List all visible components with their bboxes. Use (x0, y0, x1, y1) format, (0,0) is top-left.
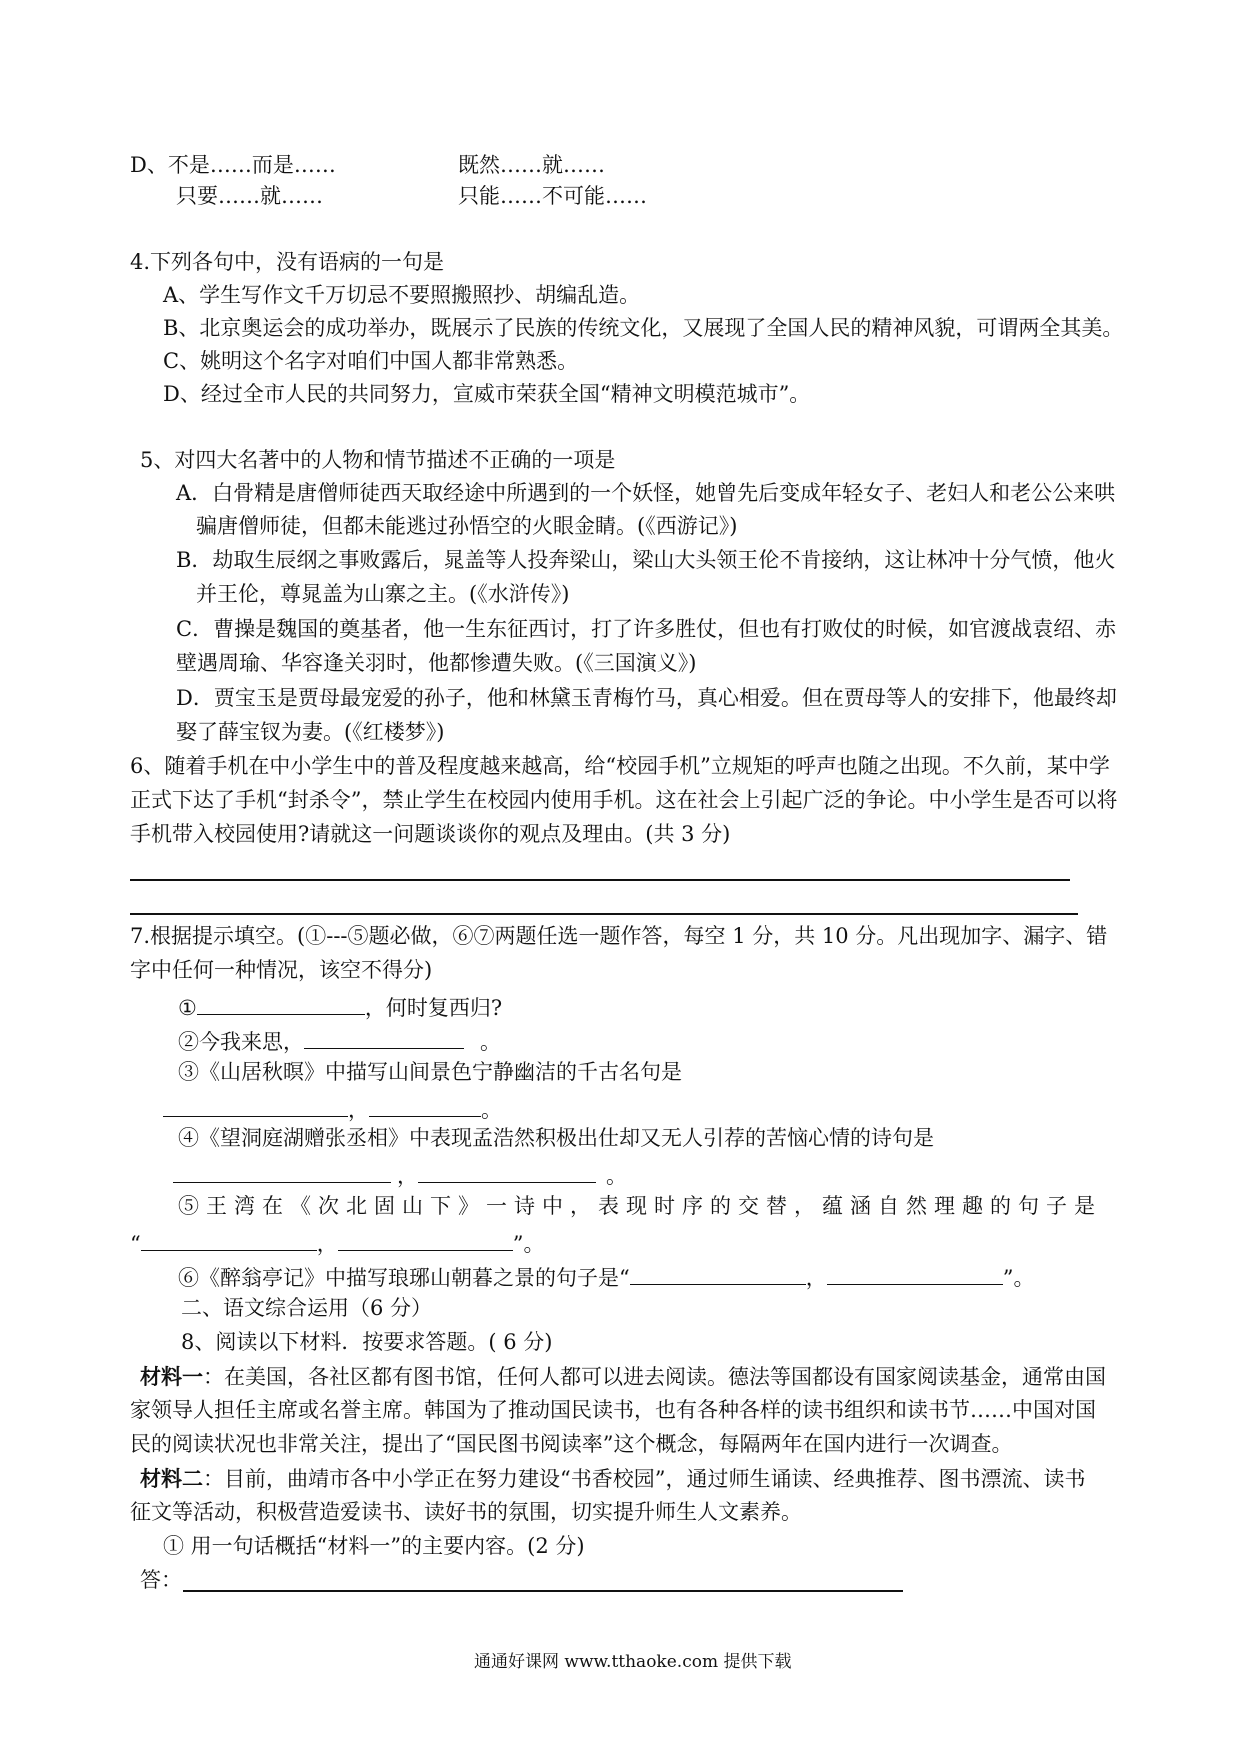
q7-item-1 (178, 994, 502, 1019)
material-1-line-2: 家领导人担任主席或名誉主席。韩国为了推动国民读书，也有各种各样的读书组织和读书节……中国对国 (130, 1398, 1096, 1422)
q6-line-1: 6、随着手机在中小学生中的普及程度越来越高，给“校园手机”立规矩的呼声也随之出现。不久前，某中学 (130, 754, 1110, 778)
q5-option-a: A．白骨精是唐僧师徒西天取经途中所遇到的一个妖怪，她曾先后变成年轻女子、老妇人和老公公来哄 (176, 481, 1116, 505)
q3-option-d-right: 既然……就…… (458, 153, 605, 177)
q7-item-5-blank-2[interactable] (338, 1230, 513, 1251)
q7-item-6-text: ⑥《醉翁亭记》中描写琅琊山朝暮之景的句子是“ (178, 1266, 630, 1290)
q8-stem: 8、阅读以下材料．按要求答题。( 6 分) (181, 1330, 553, 1354)
q7-item-3-comma: ， (348, 1098, 369, 1122)
q5-option-d-cont: 娶了薛宝钗为妻。(《红楼梦》) (176, 720, 445, 744)
q7-item-4-comma: ， (397, 1164, 418, 1188)
q7-item-5-blanks (130, 1230, 545, 1255)
material-2-text: ：目前，曲靖市各中小学正在努力建设“书香校园”，通过师生诵读、经典推荐、图书漂流、读书 (203, 1467, 1086, 1491)
q5-stem: 5、对四大名著中的人物和情节描述不正确的一项是 (140, 448, 616, 472)
q8-sub-1: ① 用一句话概括“材料一”的主要内容。(2 分) (163, 1534, 585, 1558)
q5-option-a-cont: 骗唐僧师徒，但都未能逃过孙悟空的火眼金睛。(《西游记》) (196, 514, 738, 538)
q7-item-2-blank[interactable] (304, 1028, 464, 1049)
material-2-label: 材料二 (140, 1466, 203, 1491)
q5-option-c-cont: 壁遇周瑜、华容逢关羽时，他都惨遭失败。(《三国演义》) (176, 651, 697, 675)
q4-option-c: C、姚明这个名字对咱们中国人都非常熟悉。 (163, 349, 579, 373)
q7-item-4: ④《望洞庭湖赠张丞相》中表现孟浩然积极出仕却又无人引荐的苦恼心情的诗句是 (178, 1126, 934, 1150)
q3-option-d-right-2: 只能……不可能…… (458, 184, 647, 208)
q6-answer-line-2[interactable] (130, 913, 1078, 915)
q7-item-3-blank-1[interactable] (163, 1096, 348, 1117)
material-2-line-1 (140, 1468, 1085, 1490)
q7-item-3-blanks (163, 1096, 502, 1121)
q7-item-4-blanks (173, 1162, 627, 1187)
q7-item-6-comma: ， (805, 1266, 827, 1290)
q7-item-5-blank-1[interactable] (141, 1230, 317, 1251)
q5-option-b: B．劫取生辰纲之事败露后，晁盖等人投奔梁山，梁山大头领王伦不肯接纳，这让林冲十分气愤，他火 (176, 548, 1116, 572)
q4-option-b: B、北京奥运会的成功举办，既展示了民族的传统文化，又展现了全国人民的精神风貌，可谓两全其美。 (163, 316, 1124, 340)
q7-item-2-text: ②今我来思， (178, 1030, 304, 1054)
q7-item-5-end: ”。 (512, 1232, 545, 1256)
section-2-title: 二、语文综合运用（6 分） (181, 1296, 433, 1320)
q5-option-b-cont: 并王伦，尊晁盖为山寨之主。(《水浒传》) (196, 582, 570, 606)
q7-item-6-end: ”。 (1002, 1266, 1035, 1290)
q7-item-6 (178, 1264, 1034, 1289)
q7-item-4-end: 。 (606, 1164, 627, 1188)
q7-line-2: 字中任何一种情况，该空不得分) (130, 958, 433, 982)
q7-item-3-end: 。 (481, 1098, 502, 1122)
q7-item-2 (178, 1028, 501, 1053)
q3-option-d-left-2: 只要……就…… (176, 184, 323, 208)
q6-answer-line-1[interactable] (130, 879, 1070, 881)
q7-item-1-blank[interactable] (197, 994, 365, 1015)
q7-item-5-open-quote: “ (130, 1232, 141, 1256)
q7-item-5-comma: ， (316, 1232, 338, 1256)
q7-item-6-blank-1[interactable] (630, 1264, 806, 1285)
q7-item-4-blank-1[interactable] (173, 1162, 391, 1183)
q7-item-3: ③《山居秋暝》中描写山间景色宁静幽洁的千古名句是 (178, 1060, 682, 1084)
q8-answer-label: 答： (140, 1568, 182, 1592)
material-1-line-1 (140, 1366, 1106, 1388)
q7-item-6-blank-2[interactable] (827, 1264, 1003, 1285)
q7-line-1: 7.根据提示填空。(①---⑤题必做，⑥⑦两题任选一题作答，每空 1 分，共 10 分。凡出现加字、漏字、错 (130, 924, 1108, 948)
q6-line-2: 正式下达了手机“封杀令”，禁止学生在校园内使用手机。这在社会上引起广泛的争论。中小学生是否可以将 (130, 788, 1118, 812)
q7-item-4-blank-2[interactable] (418, 1162, 596, 1183)
q6-line-3: 手机带入校园使用?请就这一问题谈谈你的观点及理由。(共 3 分) (130, 822, 731, 846)
q8-answer-line[interactable] (183, 1590, 903, 1592)
q7-item-1-number: ① (178, 996, 197, 1020)
q7-item-3-blank-2[interactable] (369, 1096, 481, 1117)
material-2-line-2: 征文等活动，积极营造爱读书、读好书的氛围，切实提升师生人文素养。 (130, 1500, 802, 1524)
material-1-line-3: 民的阅读状况也非常关注，提出了“国民图书阅读率”这个概念，每隔两年在国内进行一次调查。 (130, 1432, 1013, 1456)
material-1-text: ：在美国，各社区都有图书馆，任何人都可以进去阅读。德法等国都设有国家阅读基金，通常由国 (203, 1365, 1106, 1389)
material-1-label: 材料一 (140, 1364, 203, 1389)
q4-option-d: D、经过全市人民的共同努力，宣威市荣获全国“精神文明模范城市”。 (163, 382, 811, 406)
q7-item-1-text: ，何时复西归? (364, 996, 503, 1020)
q4-option-a: A、学生写作文千万切忌不要照搬照抄、胡编乱造。 (163, 283, 641, 307)
q5-option-d: D．贾宝玉是贾母最宠爱的孙子，他和林黛玉青梅竹马，真心相爱。但在贾母等人的安排下，他最终却 (176, 686, 1117, 710)
page-footer: 通通好课网 www.tthaoke.com 提供下载 (474, 1652, 792, 1672)
q3-option-d-left: D、不是……而是…… (130, 153, 336, 177)
q4-stem: 4.下列各句中，没有语病的一句是 (130, 250, 445, 274)
q7-item-5: ⑤王湾在《次北固山下》一诗中，表现时序的交替，蕴涵自然理趣的句子是 (178, 1194, 1102, 1218)
q7-item-2-end: 。 (480, 1030, 501, 1054)
q5-option-c: C．曹操是魏国的奠基者，他一生东征西讨，打了许多胜仗，但也有打败仗的时候，如官渡战袁绍、赤 (176, 617, 1117, 641)
